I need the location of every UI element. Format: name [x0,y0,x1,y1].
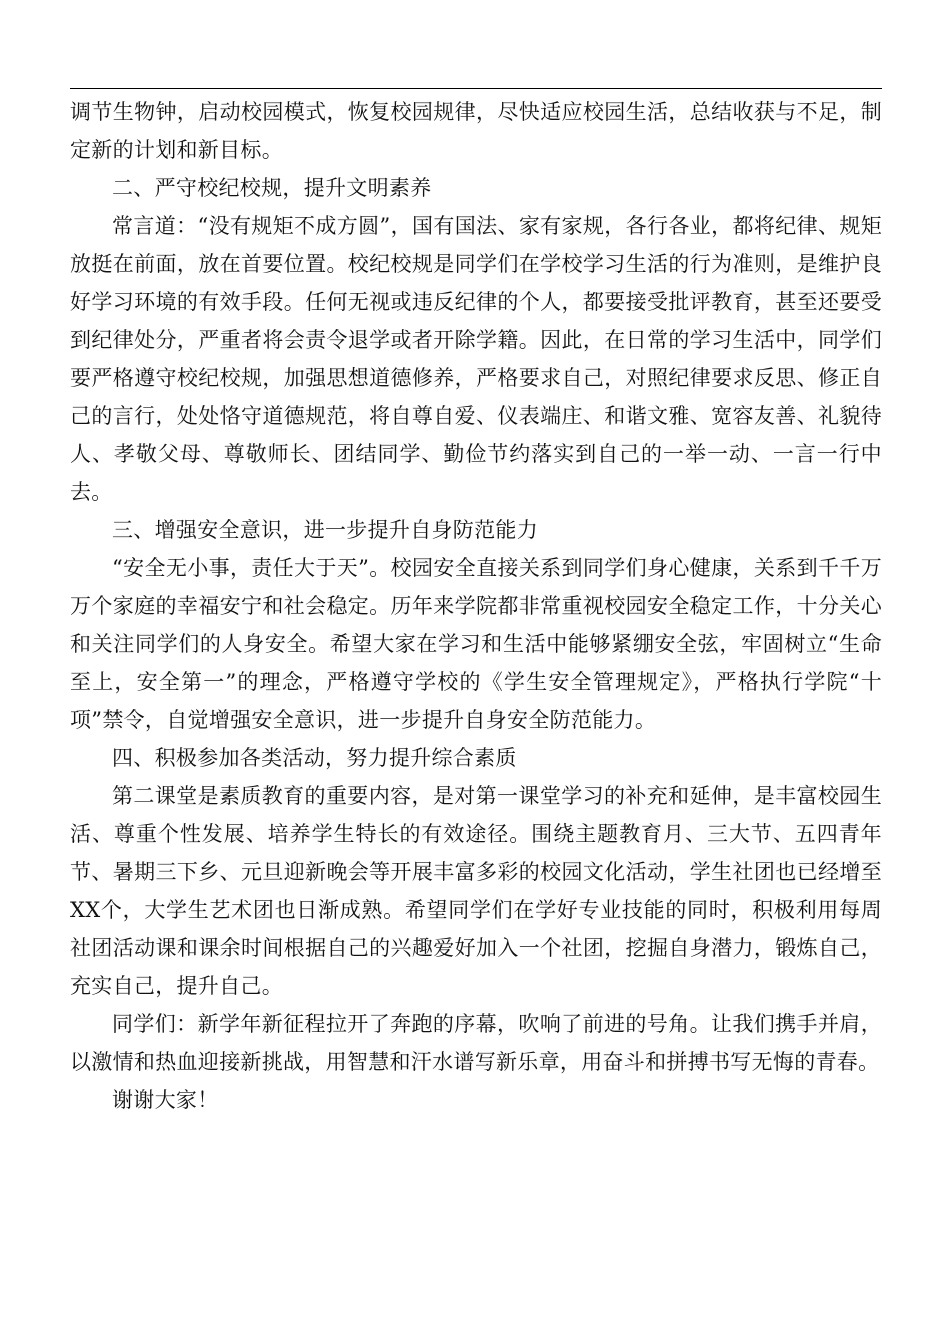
paragraph-activities: 第二课堂是素质教育的重要内容，是对第一课堂学习的补充和延伸，是丰富校园生活、尊重个性发展、培养学生特长的有效途径。围绕主题教育月、三大节、五四青年节、暑期三下乡、元旦迎新晚会等开展丰富多彩的校园文化活动，学生社团也已经增至XX个，大学生艺术团也日渐成熟。希望同学们在学好专业技能的同时，积极利用每周社团活动课和课余时间根据自己的兴趣爱好加入一个社团，挖掘自身潜力，锻炼自己，充实自己，提升自己。 [70,784,882,998]
document-body [70,93,882,1119]
section-heading-3: 三、增强安全意识，进一步提升自身防范能力 [112,518,538,542]
paragraph-thanks: 谢谢大家！ [112,1088,219,1112]
paragraph-continued: 调节生物钟，启动校园模式，恢复校园规律，尽快适应校园生活，总结收获与不足，制定新的计划和新目标。 [70,100,882,162]
paragraph-discipline: 常言道：“没有规矩不成方圆”，国有国法、家有家规，各行各业，都将纪律、规矩放挺在前面，放在首要位置。校纪校规是同学们在学校学习生活的行为准则，是维护良好学习环境的有效手段。任何无视或违反纪律的个人，都要接受批评教育，甚至还要受到纪律处分，严重者将会责令退学或者开除学籍。因此，在日常的学习生活中，同学们要严格遵守校纪校规，加强思想道德修养，严格要求自己，对照纪律要求反思、修正自己的言行，处处恪守道德规范，将自尊自爱、仪表端庄、和谐文雅、宽容友善、礼貌待人、孝敬父母、尊敬师长、团结同学、勤俭节约落实到自己的一举一动、一言一行中去。 [70,214,882,504]
section-heading-4: 四、积极参加各类活动，努力提升综合素质 [112,746,517,770]
paragraph-closing: 同学们：新学年新征程拉开了奔跑的序幕，吹响了前进的号角。让我们携手并肩，以激情和热血迎接新挑战，用智慧和汗水谱写新乐章，用奋斗和拼搏书写无悔的青春。 [70,1012,882,1074]
section-heading-2: 二、严守校纪校规，提升文明素养 [112,176,432,200]
paragraph-safety: “安全无小事，责任大于天”。校园安全直接关系到同学们身心健康，关系到千千万万个家庭的幸福安宁和社会稳定。历年来学院都非常重视校园安全稳定工作，十分关心和关注同学们的人身安全。希望大家在学习和生活中能够紧绷安全弦，牢固树立“生命至上，安全第一”的理念，严格遵守学校的《学生安全管理规定》，严格执行学院“十项”禁令，自觉增强安全意识，进一步提升自身安全防范能力。 [70,556,882,732]
header-rule [70,88,882,89]
